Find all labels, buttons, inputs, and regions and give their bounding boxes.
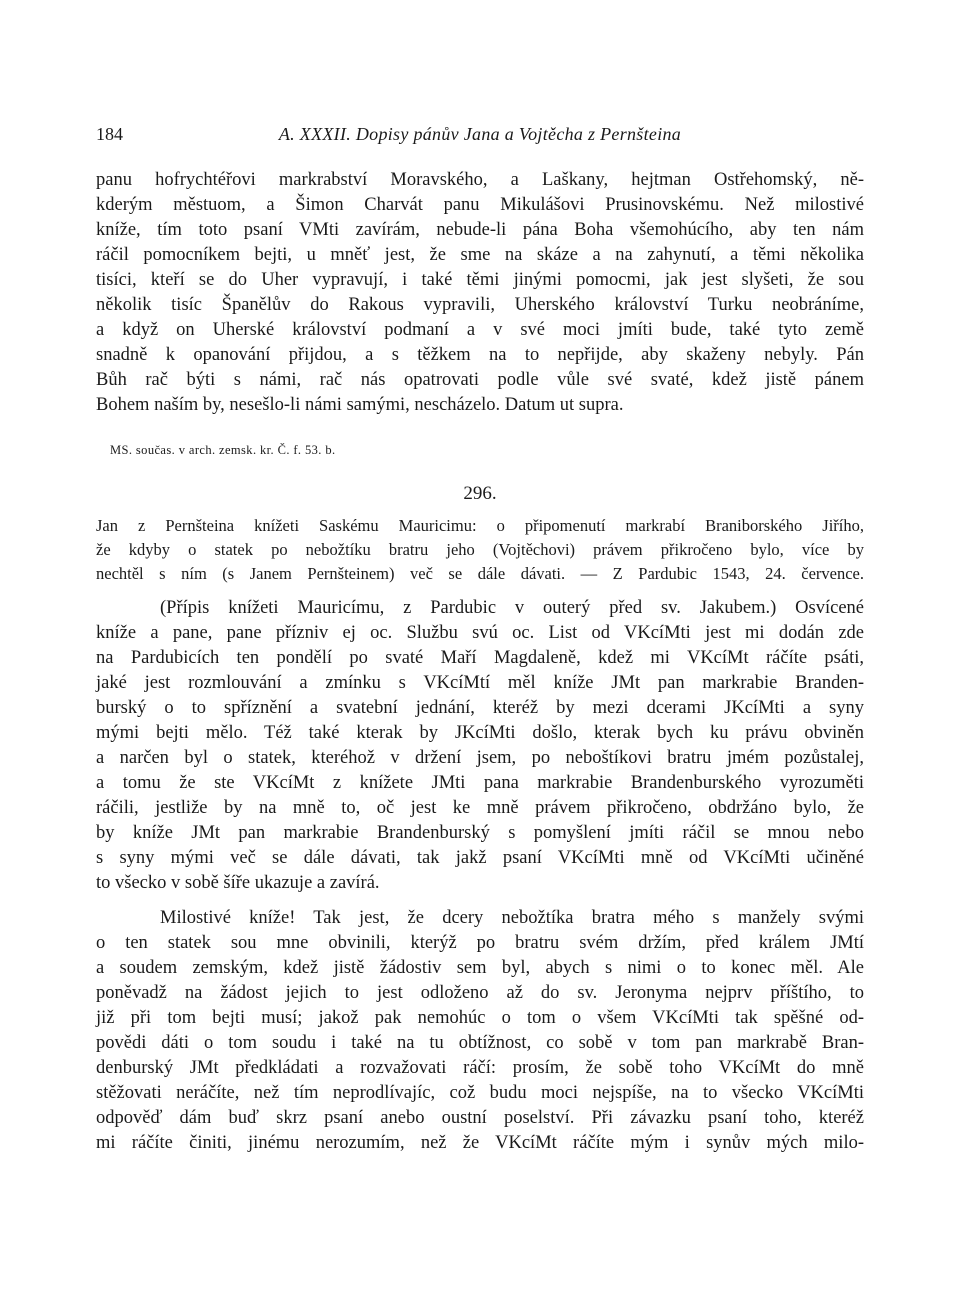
text-line: ráčili, jestliže by na mně to, oč jest ke mně právem přikročeno, obdržáno bylo, že: [96, 798, 864, 818]
text-line: tisíci, kteří se do Uher vypravují, i také těmi jinými pomocmi, jak jest slyšeti, že sou: [96, 270, 864, 290]
text-line: Milostivé kníže! Tak jest, že dcery nebožtíka bratra mého s manžely svými: [160, 908, 864, 928]
text-line: již při tom bejti musí; jakož pak nemohúc o tom o všem VKcíMti tak spěšné od-: [96, 1008, 864, 1028]
continuation-text: [96, 168, 864, 418]
regest-line: Jan z Pernšteina knížeti Saskému Mauricimu: o připomenutí markrabí Braniborského Jiřího,: [96, 516, 864, 535]
text-line: jaké jest rozmlouvání a zmínku s VKcíMtí měl kníže JMt pan markrabie Branden-: [96, 673, 864, 693]
text-line: s syny mými več se dále dávati, tak jakž psaní VKcíMti mně od VKcíMti učiněné: [96, 848, 864, 868]
text-line: a tomu že ste VKcíMt z knížete JMti pana markrabie Brandenburského vyrozuměti: [96, 773, 864, 793]
page-number: 184: [96, 124, 123, 144]
text-line: snadně k opanování přijdou, a s těžkem na to nepřijde, aby skaženy nebyly. Pán: [96, 345, 864, 365]
text-line: povědi dáti o tom soudu i také na tu obtížnost, co sobě v tom pan markrabě Bran-: [96, 1033, 864, 1053]
document-number: 296.: [463, 483, 497, 504]
text-line: panu hofrychtéřovi markrabství Moravského, a Laškany, hejtman Ostřehomský, ně-: [96, 170, 864, 190]
regest-line: že kdyby o statek po nebožtíku bratru jeho (Vojtěchovi) právem přikročeno bylo, více by: [96, 540, 864, 559]
text-line: několik tisíc Španělův do Rakous vypravili, Uherského království Turku neobráníme,: [96, 295, 864, 315]
text-line: burský o to spříznění a svatební jednání, kteréž by mezi dcerami JKcíMti a syny: [96, 698, 864, 718]
text-line: a když on Uherské království podmaní a v své moci jmíti bude, také tyto země: [96, 320, 864, 340]
regest-line: nechtěl s ním (s Janem Pernšteinem) več se dále dávati. — Z Pardubic 1543, 24. července.: [96, 564, 864, 583]
text-line: Bůh rač býti s námi, rač nás opatrovati podle vůle své svaté, kdež jistě pánem: [96, 370, 864, 390]
text-line: Bohem naším by, nesešlo-li námi samými, nescházelo. Datum ut supra.: [96, 395, 624, 415]
text-line: kderým městuom, a Šimon Charvát panu Mikulášovi Prusinovskému. Než milostivé: [96, 195, 864, 215]
text-line: na Pardubicích ten pondělí po svaté Maří Magdaleně, kdež mi VKcíMt ráčíte psáti,: [96, 648, 864, 668]
running-title: A. XXXII. Dopisy pánův Jana a Vojtěcha z Pernšteina: [278, 124, 682, 144]
source-note: MS. součas. v arch. zemsk. kr. Č. f. 53. b.: [110, 443, 336, 457]
text-line: a narčen byl o statek, kteréhož v držení jsem, po neboštíkovi bratru jmém pozůstalej,: [96, 748, 864, 768]
page-header: [96, 124, 864, 148]
text-line: kníže a pane, pane přízniv ej oc. Službu svú oc. List od VKcíMti jest mi dodán zde: [96, 623, 864, 643]
text-line: ráčil pomocníkem bejti, u mněť jest, že sme na skáze a na zahynutí, a těmi několika: [96, 245, 864, 265]
letter-paragraph-2: [96, 906, 864, 1156]
text-line: kníže, tím toto psaní VMti zavírám, nebude-li pána Boha všemohúcího, aby ten nám: [96, 220, 864, 240]
text-line: (Přípis knížeti Mauricímu, z Pardubic v outerý před sv. Jakubem.) Osvícené: [160, 598, 864, 618]
text-line: denburský JMt předkládati a rozvažovati ráčí: prosím, že sobě toho VKcíMt do mně: [96, 1058, 864, 1078]
text-line: poněvadž na žádost jejich to jest odloženo až do sv. Jeronyma nejprv příštího, to: [96, 983, 864, 1003]
text-line: stěžovati neráčíte, než tím neprodlívajíc, což budu moci nejspíše, na to všecko VKcíMti: [96, 1083, 864, 1103]
letter-paragraph-1: [96, 596, 864, 896]
regest: [96, 514, 864, 586]
text-line: o ten statek sou mne obvinili, kterýž po bratru svém držím, před králem JMtí: [96, 933, 864, 953]
text-line: a soudem zemským, kdež jistě žádostiv sem byl, abych s nimi o to konec měl. Ale: [96, 958, 864, 978]
text-line: mými bejti mělo. Též také kterak by JKcíMti došlo, kterak bych ku právu obviněn: [96, 723, 864, 743]
text-line: by kníže JMt pan markrabie Brandenburský s pomyšlení jmíti ráčil se mnou nebo: [96, 823, 864, 843]
text-line: odpověď dám buď skrz psaní anebo oustní poselství. Při závazku psaní toho, kteréž: [96, 1108, 864, 1128]
text-line: to všecko v sobě šíře ukazuje a zavírá.: [96, 873, 380, 893]
text-line: mi ráčíte činiti, jinému nerozumím, než že VKcíMt ráčíte mým i synův mých milo-: [96, 1133, 864, 1153]
